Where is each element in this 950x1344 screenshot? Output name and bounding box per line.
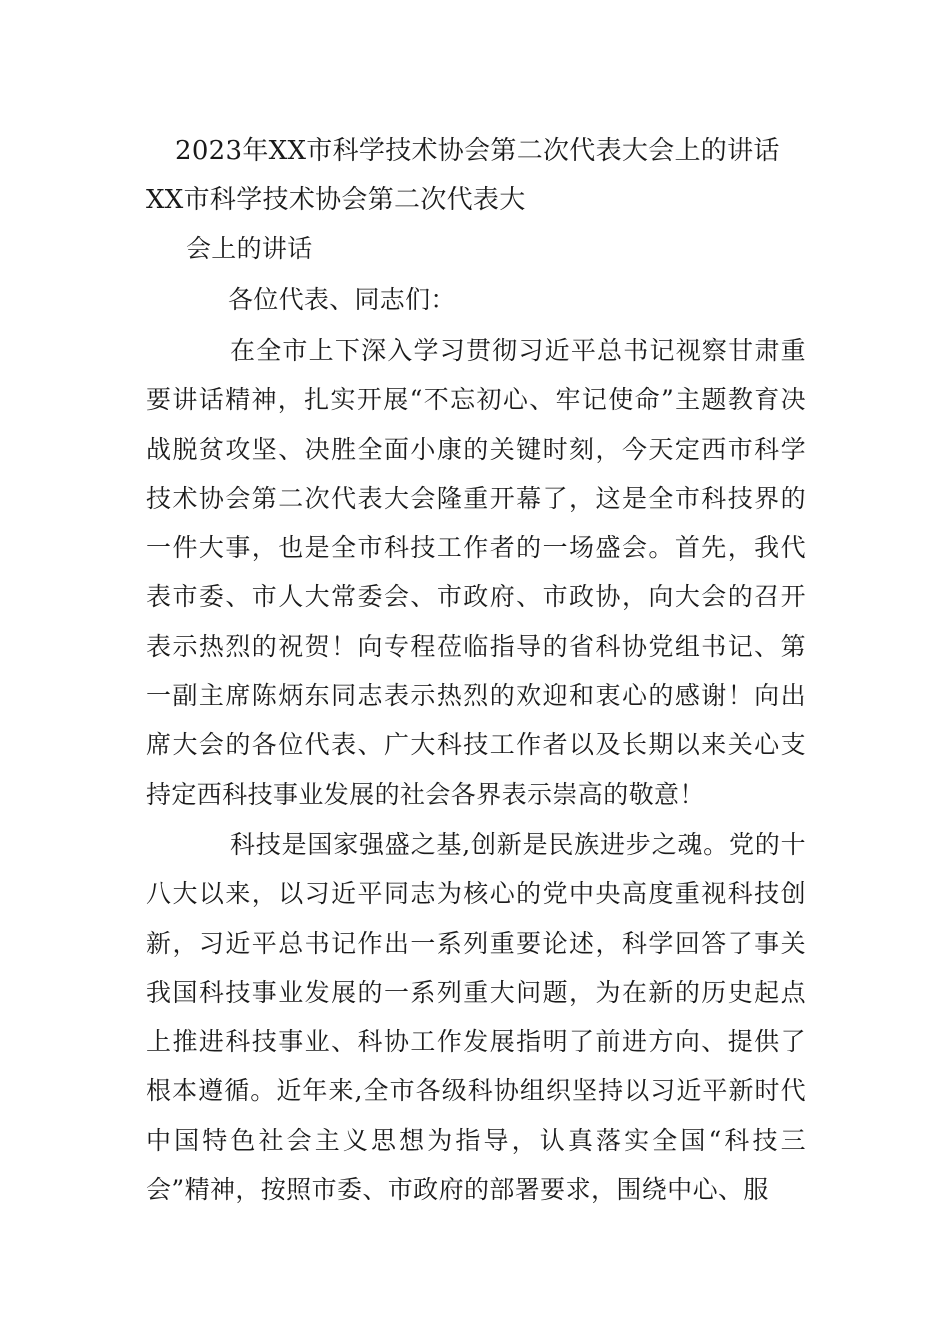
paragraph-2: 科技是国家强盛之基,创新是民族进步之魂。党的十八大以来，以习近平同志为核心的党中央高度重视科技创新，习近平总书记作出一系列重要论述，科学回答了事关我国科技事业发展的一系列重大问题，为在新的历史起点上推进科技事业、科协工作发展指明了前进方向、提供了根本遵循。近年来,全市各级科协组织坚持以习近平新时代中国特色社会主义思想为指导，认真落实全国“科技三会”精神，按照市委、市政府的部署要求，围绕中心、服 bbox=[146, 830, 806, 1205]
salutation: 各位代表、同志们： bbox=[228, 285, 456, 314]
title-line-3: 会上的讲话 bbox=[186, 234, 313, 263]
paragraph-1: 在全市上下深入学习贯彻习近平总书记视察甘肃重要讲话精神，扎实开展“不忘初心、牢记使命”主题教育决战脱贫攻坚、决胜全面小康的关键时刻，今天定西市科学技术协会第二次代表大会隆重开幕了，这是全市科技界的一件大事，也是全市科技工作者的一场盛会。首先，我代表市委、市人大常委会、市政府、市政协，向大会的召开表示热烈的祝贺！向专程莅临指导的省科协党组书记、第一副主席陈炳东同志表示热烈的欢迎和衷心的感谢！向出席大会的各位代表、广大科技工作者以及长期以来关心支持定西科技事业发展的社会各界表示崇高的敬意！ bbox=[146, 336, 806, 809]
title-line-2: XX市科学技术协会第二次代表大 bbox=[146, 185, 526, 215]
title-line-1: 2023年XX市科学技术协会第二次代表大会上的讲话 bbox=[175, 136, 780, 166]
